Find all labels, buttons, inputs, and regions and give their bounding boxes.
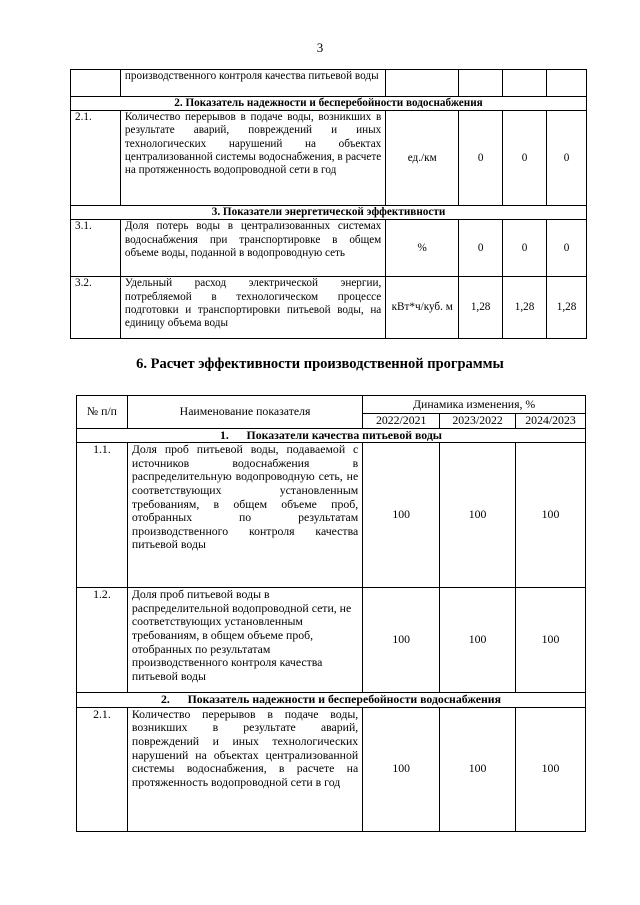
row-number: 1.1. (77, 443, 128, 588)
year-header: 2023/2022 (440, 414, 516, 429)
section-row (77, 693, 586, 708)
section-row (77, 428, 586, 443)
value-cell: 100 (516, 443, 586, 588)
indicators-table-continued (70, 69, 587, 339)
value-cell: 100 (363, 707, 440, 831)
value-cell: 1,28 (503, 277, 547, 339)
row-number: 3.2. (71, 277, 121, 339)
indicator-name: производственного контроля качества питьевой воды (120, 70, 385, 97)
section-title: 2. Показатель надежности и бесперебойности водоснабжения (71, 97, 587, 111)
value-cell: 0 (547, 111, 587, 206)
unit-cell: кВт*ч/куб. м (386, 277, 459, 339)
section-title: 2. Показатель надежности и бесперебойности водоснабжения (77, 693, 586, 708)
value-cell: 0 (547, 220, 587, 277)
value-cell: 1,28 (459, 277, 503, 339)
value-cell: 100 (440, 707, 516, 831)
value-cell: 1,28 (547, 277, 587, 339)
table-row (77, 443, 586, 588)
value-cell: 0 (503, 111, 547, 206)
section-title: 3. Показатели энергетической эффективности (71, 206, 587, 220)
row-number: 1.2. (77, 588, 128, 693)
section-row (71, 206, 587, 220)
unit-cell: ед./км (386, 111, 459, 206)
value-cell: 100 (363, 588, 440, 693)
year-header: 2024/2023 (516, 414, 586, 429)
col-name-header: Наименование показателя (127, 396, 362, 429)
col-dynamics-header: Динамика изменения, % (363, 396, 586, 414)
table-row (71, 70, 587, 97)
row-number: 2.1. (77, 707, 128, 831)
table-row (77, 707, 586, 831)
value-cell: 0 (503, 220, 547, 277)
value-cell (547, 70, 587, 97)
value-cell (503, 70, 547, 97)
value-cell: 100 (516, 707, 586, 831)
indicator-name: Удельный расход электрической энергии, потребляемой в технологическом процессе подготовки и транспортировки питьевой воды, на единицу объема воды (120, 277, 385, 339)
table-row (71, 220, 587, 277)
efficiency-table (76, 395, 586, 832)
value-cell: 0 (459, 220, 503, 277)
indicator-name: Доля проб питьевой воды в распределительной водопроводной сети, не соответствующих установленным требованиям, в общем объеме проб, отобранных по результатам производственного контроля качества питьевой воды (127, 588, 362, 693)
table-row (71, 111, 587, 206)
row-number: 3.1. (71, 220, 121, 277)
value-cell (459, 70, 503, 97)
year-header: 2022/2021 (363, 414, 440, 429)
row-number: 2.1. (71, 111, 121, 206)
col-num-header: № п/п (77, 396, 128, 429)
indicator-name: Доля потерь воды в централизованных системах водоснабжения при транспортировке в общем объеме воды, поданной в водопроводную сеть (120, 220, 385, 277)
section-heading: 6. Расчет эффективности производственной программы (136, 356, 504, 372)
section-row (71, 97, 587, 111)
unit-cell: % (386, 220, 459, 277)
table-row (71, 277, 587, 339)
indicator-name: Количество перерывов в подаче воды, возникших в результате аварий, повреждений и иных технологических нарушений на объектах централизованной системы водоснабжения, в расчете на протяженность водопроводной сети в год (127, 707, 362, 831)
value-cell: 100 (516, 588, 586, 693)
table-row (77, 588, 586, 693)
page-number: 3 (316, 40, 324, 55)
section-title: 1. Показатели качества питьевой воды (77, 428, 586, 443)
indicator-name: Количество перерывов в подаче воды, возникших в результате аварий, повреждений и иных технологических нарушений на объектах централизованной системы водоснабжения, в расчете на протяженность водопроводной сети в год (120, 111, 385, 206)
row-number (71, 70, 121, 97)
value-cell: 100 (440, 443, 516, 588)
value-cell: 0 (459, 111, 503, 206)
indicator-name: Доля проб питьевой воды, подаваемой с источников водоснабжения в распределительную водопроводную сеть, не соответствующих установленным требованиям, в общем объеме проб, отобранных по результатам производственного контроля качества питьевой воды (127, 443, 362, 588)
value-cell: 100 (440, 588, 516, 693)
unit-cell (386, 70, 459, 97)
value-cell: 100 (363, 443, 440, 588)
